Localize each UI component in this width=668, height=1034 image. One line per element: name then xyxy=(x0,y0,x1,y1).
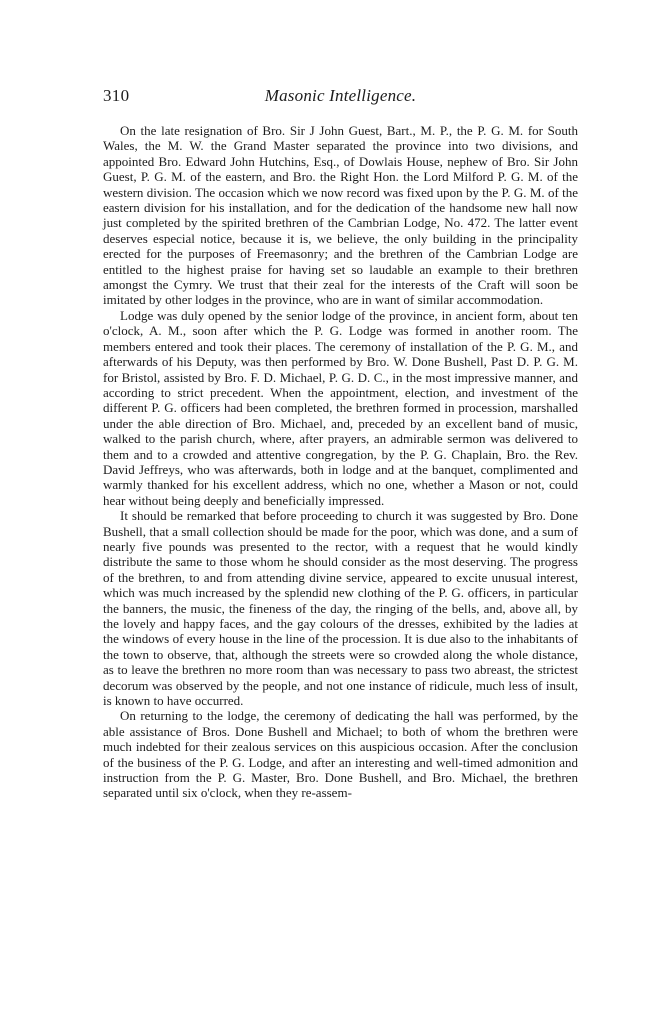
paragraph-lodge-opened: Lodge was duly opened by the senior lodge of the province, in ancient form, about ten o'clock, A. M., soon after which the P. G. Lodge was formed in another room. The members entered and took their places. The ceremony of installation of the P. G. M., and afterwards of his Deputy, was then performed by Bro. W. Done Bushell, Past D. P. G. M. for Bristol, assisted by Bro. F. D. Michael, P. G. D. C., in the most impressive manner, and according to strict precedent. When the appointment, election, and investment of the different P. G. officers had been completed, the brethren formed in procession, marshalled under the able direction of Bro. Michael, and, preceded by an excellent band of music, walked to the parish church, where, after prayers, an admirable sermon was delivered to them and to a crowded and attentive congregation, by the P. G. Chaplain, Bro. the Rev. David Jeffreys, who was afterwards, both in lodge and at the banquet, complimented and warmly thanked for his excellent address, which no one, whether a Mason or not, could hear without being deeply and beneficially impressed. xyxy=(103,307,578,508)
page-number: 310 xyxy=(103,86,130,105)
article-body xyxy=(103,123,578,801)
running-title: Masonic Intelligence. xyxy=(264,86,417,105)
paragraph-dedication: On returning to the lodge, the ceremony of dedicating the hall was performed, by the able assistance of Bros. Done Bushell and Michael; to both of whom the brethren were much indebted for their zealous services on this auspicious occasion. After the conclusion of the business of the P. G. Lodge, and after an interesting and well-timed admonition and instruction from the P. G. Master, Bro. Done Bushell, and Bro. Michael, the brethren separated until six o'clock, when they re-assem- xyxy=(103,708,578,801)
paragraph-collection: It should be remarked that before proceeding to church it was suggested by Bro. Done Bushell, that a small collection should be made for the poor, which was done, and a sum of nearly five pounds was presented to the rector, with a request that he would kindly distribute the same to those whom he should consider as the most deserving. The progress of the brethren, to and from attending divine service, appeared to excite unusual interest, which was much increased by the splendid new clothing of the P. G. officers, in particular the banners, the music, the fineness of the day, the ringing of the bells, and, above all, by the lovely and happy faces, and the gay colours of the dresses, exhibited by the ladies at the windows of every house in the line of the procession. It is due also to the inhabitants of the town to observe, that, although the streets were so crowded along the whole distance, as to leave the brethren no more room than was necessary to pass two abreast, the strictest decorum was observed by the people, and not one instance of ridicule, much less of insult, is known to have occurred. xyxy=(103,508,578,709)
page-header xyxy=(103,86,578,112)
paragraph-resignation: On the late resignation of Bro. Sir J John Guest, Bart., M. P., the P. G. M. for South Wales, the M. W. the Grand Master separated the province into two divisions, and appointed Bro. Edward John Hutchins, Esq., of Dowlais House, nephew of Bro. Sir John Guest, P. G. M. of the eastern, and Bro. the Right Hon. the Lord Milford P. G. M. of the western division. The occasion which we now record was fixed upon by the P. G. M. of the eastern division for his installation, and for the dedication of the handsome new hall now just completed by the spirited brethren of the Cambrian Lodge, No. 472. The latter event deserves especial notice, because it is, we believe, the only building in the principality erected for the purposes of Freemasonry; and the brethren of the Cambrian Lodge are entitled to the highest praise for having set so laudable an example to their brethren amongst the Cymry. We trust that their zeal for the interests of the Craft will soon be imitated by other lodges in the province, who are in want of similar accommodation. xyxy=(103,123,578,308)
